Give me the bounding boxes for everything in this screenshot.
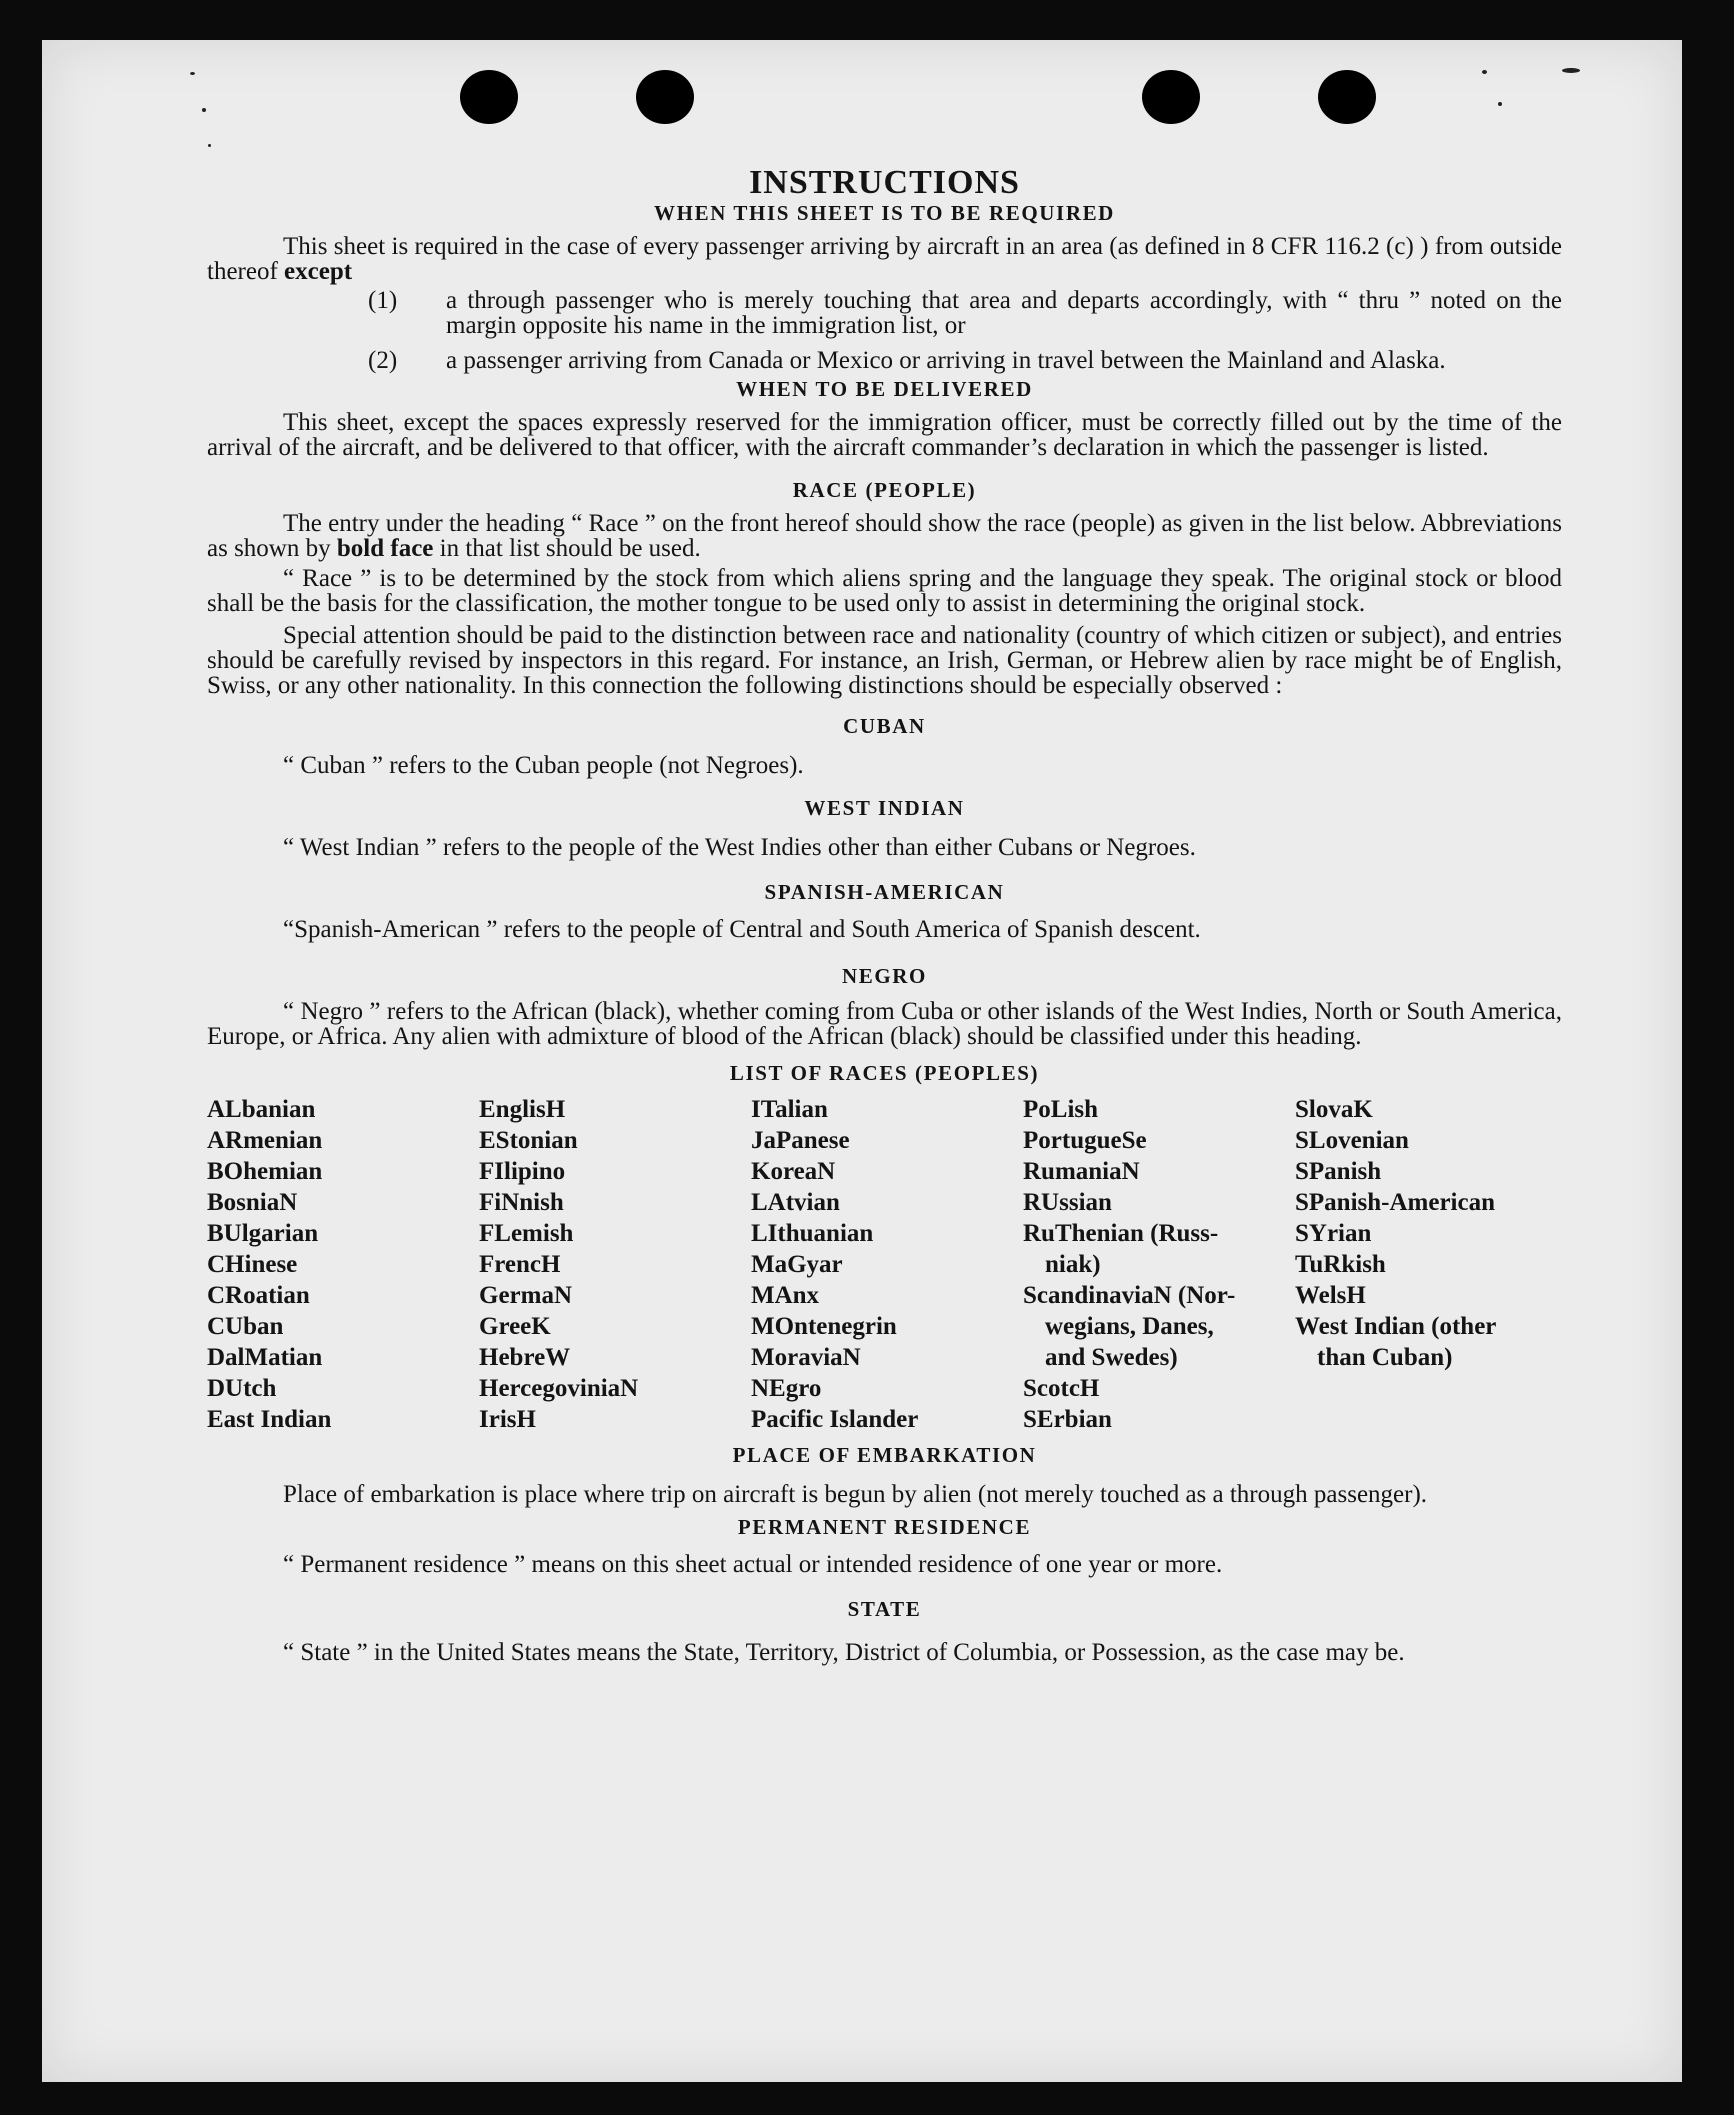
exception-item-2	[207, 348, 1562, 373]
race-entry: DalMatian	[207, 1344, 323, 1371]
race-entry: MOntenegrin	[751, 1313, 897, 1340]
residence-text: “ Permanent residence ” means on this sheet actual or intended residence of one year or more.	[283, 1551, 1223, 1578]
cuban-text: “ Cuban ” refers to the Cuban people (not Negroes).	[283, 752, 804, 779]
race-entry	[1023, 1218, 1295, 1280]
race-entry: ALbanian	[207, 1096, 316, 1123]
intro-text: This sheet is required in the case of every passenger arriving by aircraft in an area (as defined in 8 CFR 116.2 (c) ) from outside thereof	[207, 233, 1562, 285]
race-p1-text: The entry under the heading “ Race ” on the front hereof should show the race (people) as given in the list below. Abbreviations as shown by	[207, 510, 1562, 562]
race-entry: FIlipino	[479, 1158, 566, 1185]
intro-except: except	[284, 258, 353, 285]
race-entry: CRoatian	[207, 1282, 310, 1309]
race-entry: PortugueSe	[1023, 1127, 1147, 1154]
race-entry-line: and Swedes)	[1045, 1344, 1178, 1371]
punch-hole	[1318, 70, 1376, 124]
race-entry: MAnx	[751, 1282, 820, 1309]
heading-embarkation: PLACE OF EMBARKATION	[732, 1443, 1037, 1467]
race-entry-line: niak)	[1045, 1251, 1101, 1278]
heading-race: RACE (PEOPLE)	[792, 478, 977, 502]
race-entry: FiNnish	[479, 1189, 564, 1216]
heading-when-required: WHEN THIS SHEET IS TO BE REQUIRED	[654, 201, 1115, 225]
heading-spanish-american: SPANISH-AMERICAN	[764, 880, 1005, 904]
race-list	[207, 1094, 1562, 1435]
race-entry: LIthuanian	[751, 1220, 874, 1247]
race-entry: FrencH	[479, 1251, 561, 1278]
race-entry: RUssian	[1023, 1189, 1112, 1216]
when-required-intro	[207, 234, 1562, 284]
heading-west-indian: WEST INDIAN	[804, 796, 965, 820]
race-column-5-top	[1295, 1094, 1562, 1311]
race-entry: WelsH	[1295, 1282, 1366, 1309]
race-column-4-bottom	[1023, 1373, 1295, 1435]
race-entry-line: RuThenian (Russ-	[1023, 1220, 1219, 1247]
punch-hole	[636, 70, 694, 124]
race-entry: FLemish	[479, 1220, 574, 1247]
race-entry: BosniaN	[207, 1189, 298, 1216]
race-entry: HebreW	[479, 1344, 571, 1371]
race-paragraph-3: Special attention should be paid to the distinction between race and nationality (country of which citizen or subject), and entries should be carefully revised by inspectors in this regard. For instance, an Irish, German, or Hebrew alien by race might be of English, Swiss, or any other nationality. In this connection the following distinctions should be especially observed :	[207, 622, 1562, 699]
scan-speck	[1562, 68, 1580, 73]
race-entry: ITalian	[751, 1096, 828, 1123]
race-entry: PoLish	[1023, 1096, 1099, 1123]
race-column-1	[207, 1094, 479, 1435]
heading-state: STATE	[847, 1597, 922, 1621]
race-entry: MoraviaN	[751, 1344, 861, 1371]
embarkation-text: Place of embarkation is place where trip on aircraft is begun by alien (not merely touched as a through passenger).	[283, 1481, 1428, 1508]
scan-speck	[208, 144, 211, 147]
scan-speck	[202, 108, 206, 112]
race-paragraph-1	[207, 511, 1562, 561]
scan-speck	[1482, 70, 1487, 74]
race-entry: HercegoviniaN	[479, 1375, 639, 1402]
race-entry: MaGyar	[751, 1251, 843, 1278]
race-entry: SErbian	[1023, 1406, 1112, 1433]
scan-speck	[1498, 102, 1502, 106]
heading-cuban: CUBAN	[843, 714, 926, 738]
west-indian-text: “ West Indian ” refers to the people of the West Indies other than either Cubans or Negroes.	[283, 834, 1196, 861]
exception-item-1	[207, 288, 1562, 338]
heading-when-delivered: WHEN TO BE DELIVERED	[736, 377, 1033, 401]
negro-text: “ Negro ” refers to the African (black), whether coming from Cuba or other islands of the West Indies, North or South America, Europe, or Africa. Any alien with admixture of blood of the African (black) should be classified under this heading.	[207, 998, 1562, 1050]
race-entry: GermaN	[479, 1282, 573, 1309]
when-delivered-text: This sheet, except the spaces expressly reserved for the immigration officer, must be correctly filled out by the time of the arrival of the aircraft, and be delivered to that officer, with the aircraft commander’s declaration in which the passenger is listed.	[207, 409, 1562, 461]
race-entry: ARmenian	[207, 1127, 323, 1154]
race-entry: LAtvian	[751, 1189, 840, 1216]
heading-residence: PERMANENT RESIDENCE	[737, 1515, 1032, 1539]
race-entry: SlovaK	[1295, 1096, 1373, 1123]
race-entry: SLovenian	[1295, 1127, 1409, 1154]
item-number: (2)	[368, 347, 398, 374]
heading-list-of-races: LIST OF RACES (PEOPLES)	[729, 1061, 1040, 1085]
race-entry: East Indian	[207, 1406, 332, 1433]
race-entry: NEgro	[751, 1375, 822, 1402]
race-entry: CUban	[207, 1313, 284, 1340]
heading-negro: NEGRO	[841, 964, 927, 988]
race-entry: RumaniaN	[1023, 1158, 1140, 1185]
race-entry: GreeK	[479, 1313, 551, 1340]
instructions-body	[207, 164, 1562, 1673]
punch-hole	[1142, 70, 1200, 124]
spanish-american-text: “Spanish-American ” refers to the people of Central and South America of Spanish descent.	[283, 916, 1201, 943]
race-p1-end: in that list should be used.	[433, 535, 701, 562]
race-entry: SPanish	[1295, 1158, 1382, 1185]
race-entry: DUtch	[207, 1375, 277, 1402]
race-entry: KoreaN	[751, 1158, 836, 1185]
race-entry-line: ScandinaviaN (Nor-	[1023, 1282, 1236, 1309]
race-column-2	[479, 1094, 751, 1435]
punch-hole	[460, 70, 518, 124]
page-title: INSTRUCTIONS	[749, 164, 1020, 201]
race-entry	[1295, 1311, 1562, 1373]
race-entry: CHinese	[207, 1251, 298, 1278]
race-entry: ScotcH	[1023, 1375, 1100, 1402]
race-entry: BUlgarian	[207, 1220, 319, 1247]
item-text: a passenger arriving from Canada or Mexico or arriving in travel between the Mainland and Alaska.	[446, 347, 1446, 374]
race-column-5	[1295, 1094, 1562, 1435]
race-entry: SYrian	[1295, 1220, 1372, 1247]
race-column-4-top	[1023, 1094, 1295, 1218]
race-entry: IrisH	[479, 1406, 536, 1433]
race-column-3	[751, 1094, 1023, 1435]
race-entry: EStonian	[479, 1127, 578, 1154]
document-page	[42, 40, 1682, 2082]
race-entry: JaPanese	[751, 1127, 850, 1154]
race-p1-bold: bold face	[336, 535, 434, 562]
race-entry	[1023, 1280, 1295, 1373]
race-entry: EnglisH	[479, 1096, 566, 1123]
scan-speck	[190, 72, 195, 75]
race-column-4	[1023, 1094, 1295, 1435]
race-paragraph-2: “ Race ” is to be determined by the stock from which aliens spring and the language they speak. The original stock or blood shall be the basis for the classification, the mother tongue to be used only to assist in determining the original stock.	[207, 565, 1562, 617]
race-entry: Pacific Islander	[751, 1406, 919, 1433]
race-entry: SPanish-American	[1295, 1189, 1495, 1216]
race-entry: TuRkish	[1295, 1251, 1386, 1278]
item-number: (1)	[368, 287, 398, 314]
race-entry-line: West Indian (other	[1295, 1313, 1497, 1340]
race-entry: BOhemian	[207, 1158, 323, 1185]
item-text: a through passenger who is merely touching that area and departs accordingly, with “ thru ” noted on the margin opposite his name in the immigration list, or	[446, 287, 1562, 339]
race-entry-line: wegians, Danes,	[1045, 1313, 1214, 1340]
state-text: “ State ” in the United States means the State, Territory, District of Columbia, or Possession, as the case may be.	[283, 1639, 1405, 1666]
race-entry-line: than Cuban)	[1317, 1344, 1453, 1371]
